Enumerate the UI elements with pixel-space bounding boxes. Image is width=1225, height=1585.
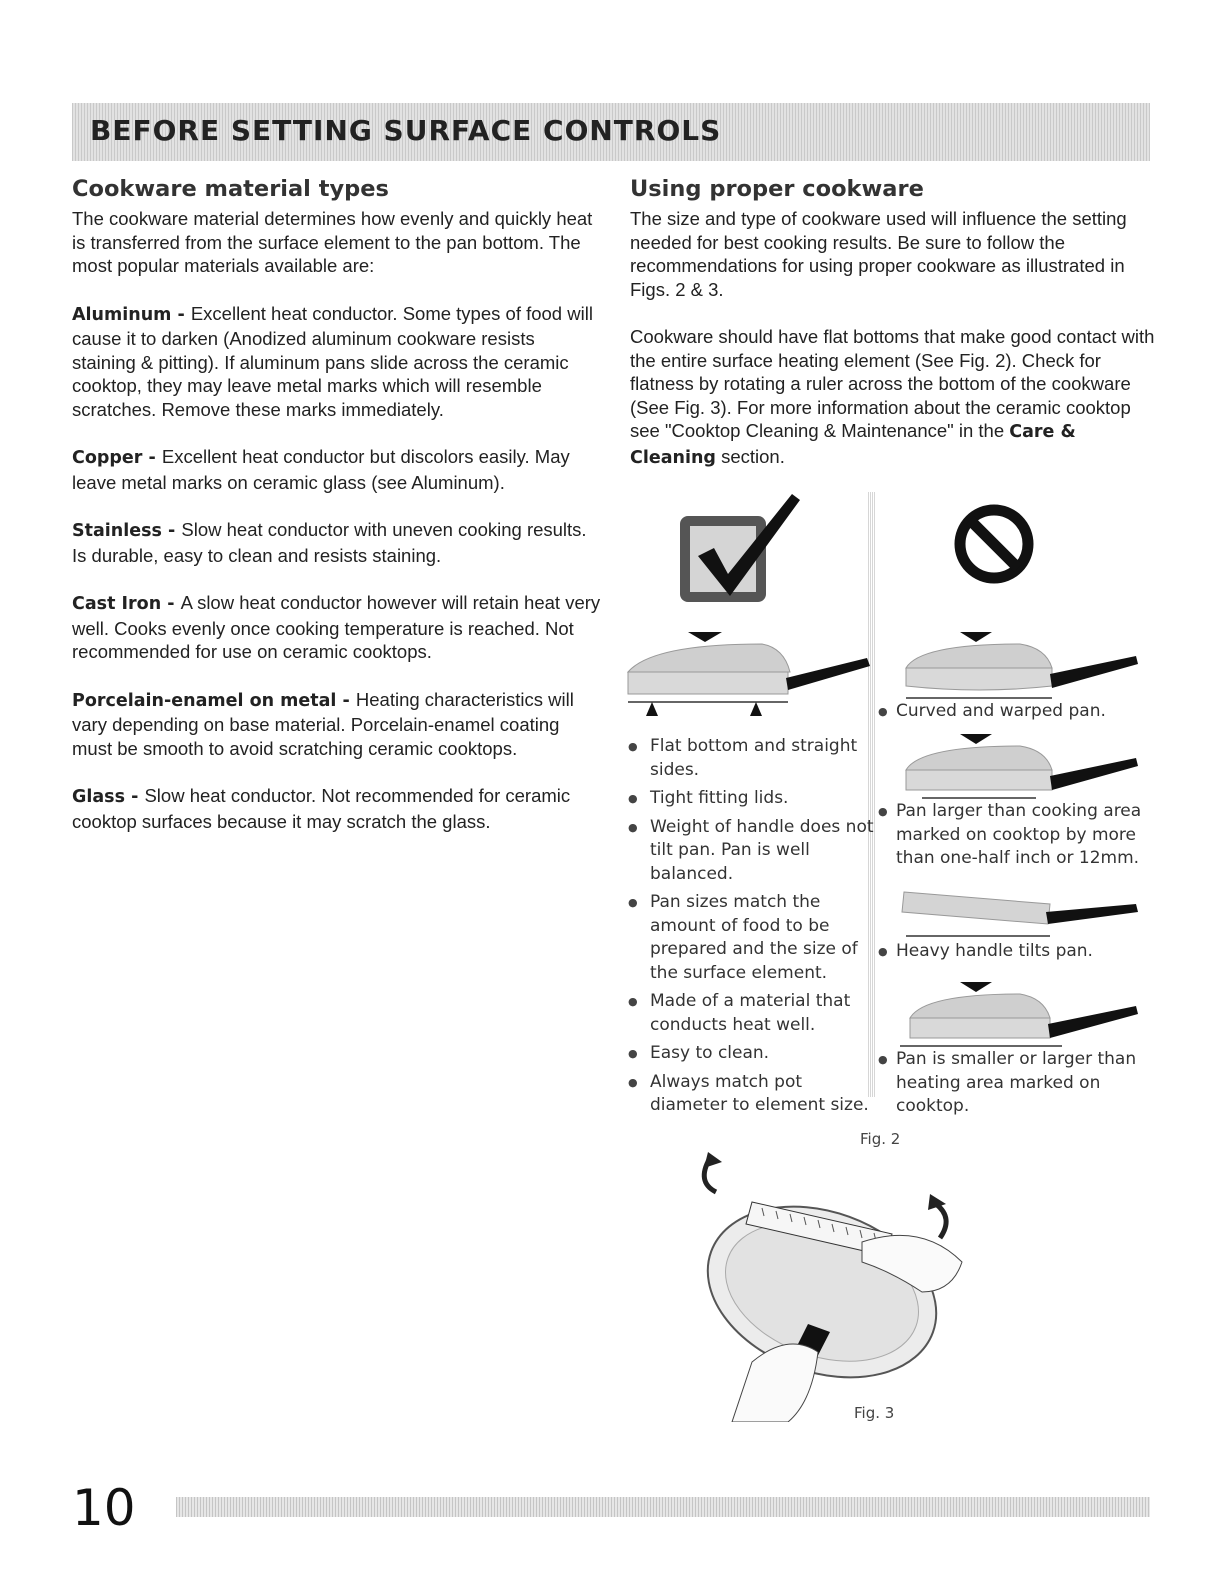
list-item: ● Tight fitting lids. [622, 787, 882, 811]
mismatched-pan-icon [900, 982, 1150, 1052]
right-column [630, 176, 1160, 470]
material-copper [72, 445, 602, 494]
incorrect-item-larger [874, 800, 1164, 871]
material-aluminum [72, 302, 602, 422]
list-item: ● Pan larger than cooking area marked on cooktop by more than one-half inch or 12mm. [874, 800, 1164, 871]
fig2-label: Fig. 2 [860, 1130, 901, 1148]
prohibited-icon [952, 502, 1036, 586]
list-item: ● Pan is smaller or larger than heating area marked on cooktop. [874, 1048, 1164, 1119]
list-item: ● Heavy handle tilts pan. [874, 940, 1164, 964]
material-desc: Excellent heat conductor. Some types of food will cause it to darken (Anodized aluminum cookware resists staining & pitting). If aluminum pans slide across the ceramic cooktop, they may leave metal marks which will resemble scratches. Remove these marks immediately. [72, 302, 593, 420]
material-term: Copper - [72, 448, 162, 468]
incorrect-item-handle [874, 940, 1164, 964]
figure-area [622, 492, 1162, 1452]
section-title: BEFORE SETTING SURFACE CONTROLS [90, 114, 722, 147]
para2-text: Cookware should have flat bottoms that make good contact with the entire surface heating element (See Fig. 2). Check for flatness by rotating a ruler across the bottom of the cookware (See Fig. 3). For more information about the ceramic cooktop see "Cooktop Cleaning & Maintenance" in the [630, 326, 1155, 441]
section-header-band [72, 103, 1150, 161]
page-number: 10 [72, 1479, 136, 1537]
proper-cookware-para1: The size and type of cookware used will influence the setting needed for best cooking results. Be sure to follow the recommendations for using proper cookware as illustrated in Figs. 2 & 3. [630, 208, 1127, 300]
list-item: ● Flat bottom and straight sides. [622, 735, 882, 782]
checkmark-icon [674, 494, 814, 609]
material-desc: Excellent heat conductor but discolors easily. May leave metal marks on ceramic glass (see Aluminum). [72, 446, 570, 493]
material-term: Stainless - [72, 521, 182, 541]
list-item: ● Pan sizes match the amount of food to be prepared and the size of the surface element. [622, 891, 882, 985]
list-item: ● Curved and warped pan. [874, 700, 1164, 724]
material-porcelain [72, 688, 602, 761]
material-glass [72, 784, 602, 833]
flat-pan-icon [622, 630, 877, 722]
material-term: Glass - [72, 787, 145, 807]
material-desc: Slow heat conductor with uneven cooking results. Is durable, easy to clean and resists staining. [72, 519, 587, 566]
tilted-pan-icon [900, 884, 1150, 944]
proper-cookware-heading: Using proper cookware [630, 176, 924, 202]
para2-text-end: section. [715, 445, 785, 467]
incorrect-item-warped [874, 700, 1164, 724]
material-stainless [72, 518, 602, 567]
cookware-material-heading: Cookware material types [72, 176, 389, 202]
list-item: ● Made of a material that conducts heat well. [622, 990, 882, 1037]
incorrect-item-size [874, 1048, 1164, 1119]
material-desc: Heating characteristics will vary depending on base material. Porcelain-enamel coating must be smooth to avoid scratching ceramic cooktops. [72, 688, 574, 759]
proper-cookware-para2 [630, 325, 1160, 470]
ruler-flatness-illustration [692, 1152, 992, 1422]
list-item: ● Always match pot diameter to element size. [622, 1071, 882, 1118]
fig3-label: Fig. 3 [854, 1404, 895, 1422]
list-item: ● Weight of handle does not tilt pan. Pan is well balanced. [622, 816, 882, 887]
material-desc: Slow heat conductor. Not recommended for ceramic cooktop surfaces because it may scratch the glass. [72, 785, 571, 832]
list-item: ● Easy to clean. [622, 1042, 882, 1066]
material-term: Cast Iron - [72, 594, 181, 614]
material-term: Porcelain-enamel on metal - [72, 690, 356, 711]
warped-pan-icon [900, 632, 1150, 702]
correct-cookware-list [622, 735, 882, 1123]
footer-band [176, 1497, 1150, 1517]
left-column [72, 176, 602, 833]
care-cleaning-ref: Care & Cleaning [630, 422, 1076, 468]
oversized-pan-icon [900, 734, 1150, 804]
material-term: Aluminum - [72, 304, 191, 325]
material-intro: The cookware material determines how evenly and quickly heat is transferred from the surface element to the pan bottom. The most popular materials available are: [72, 208, 593, 276]
material-cast-iron [72, 591, 602, 664]
material-desc: A slow heat conductor however will retain heat very well. Cooks evenly once cooking temperature is reached. Not recommended for use on ceramic cooktops. [72, 592, 601, 662]
